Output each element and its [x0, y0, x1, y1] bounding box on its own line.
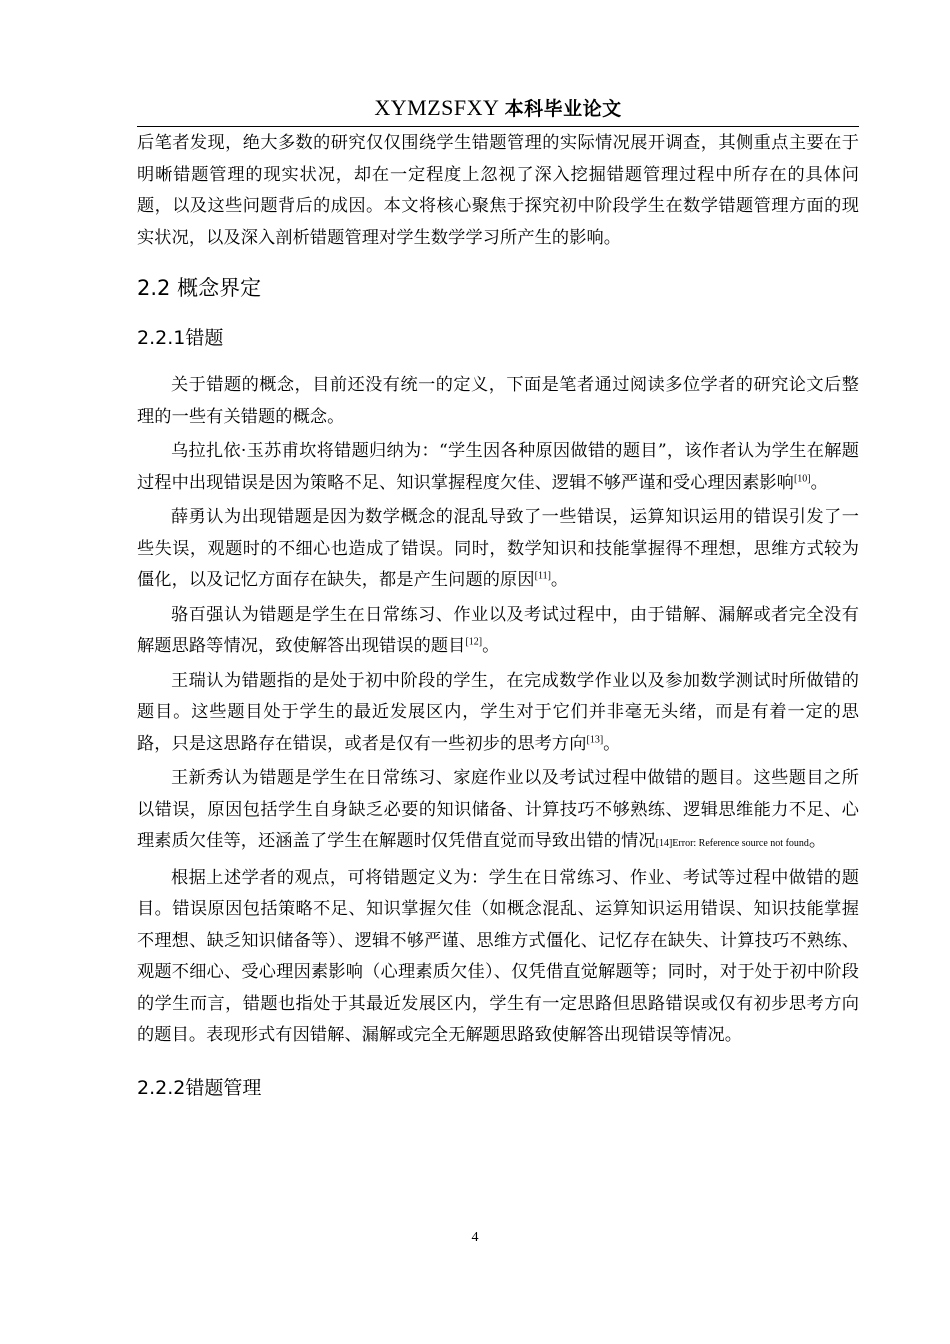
paragraph-7: 根据上述学者的观点，可将错题定义为：学生在日常练习、作业、考试等过程中做错的题目。错误原因包括策略不足、知识掌握欠佳（如概念混乱、运算知识运用错误、知识技能掌握不理想、缺乏知识储备等）、逻辑不够严谨、思维方式僵化、记忆存在缺失、计算技巧不熟练、观题不细心、受心理因素影响（心理素质欠佳）、仅凭借直觉解题等；同时，对于处于初中阶段的学生而言，错题也指处于其最近发展区内，学生有一定思路但思路错误或仅有初步思考方向的题目。表现形式有因错解、漏解或完全无解题思路致使解答出现错误等情况。 [137, 867, 859, 1045]
citation-14-error: [14]Error: Reference source not found [655, 838, 809, 849]
citation-12: [12] [465, 636, 483, 648]
page-number: 4 [471, 1230, 479, 1245]
running-header [137, 92, 859, 125]
paragraph-6-text: 王新秀认为错题是学生在日常练习、家庭作业以及考试过程中做错的题目。这些题目之所以错误，原因包括学生自身缺乏必要的知识储备、计算技巧不够熟练、逻辑思维能力不足、心理素质欠佳等，还涵盖了学生在解题时仅凭借直觉而导致出错的情况 [137, 768, 859, 851]
paragraph-1: 关于错题的概念，目前还没有统一的定义，下面是笔者通过阅读多位学者的研究论文后整理的一些有关错题的概念。 [137, 375, 859, 427]
paragraph-4 [137, 600, 859, 663]
paragraph-4-end: 。 [482, 636, 500, 656]
subsection-heading-error-management: 2.2.2错题管理 [137, 1076, 262, 1099]
paragraph-2-end: 。 [810, 472, 828, 493]
paragraph-3 [137, 502, 859, 597]
paragraph-5-text: 王瑞认为错题指的是处于初中阶段的学生，在完成数学作业以及参加数学测试时所做错的题目。这些题目处于学生的最近发展区内，学生对于它们并非毫无头绪，而是有着一定的思路，只是这思路存在错误，或者是仅有一些初步的思考方向 [137, 670, 859, 754]
paragraph-6-end: 。 [808, 831, 827, 851]
paragraph-3-text: 薛勇认为出现错题是因为数学概念的混乱导致了一些错误，运算知识运用的错误引发了一些失误，观题时的不细心也造成了错误。同时，数学知识和技能掌握得不理想，思维方式较为僵化，以及记忆方面存在缺失，都是产生问题的原因 [137, 507, 859, 590]
citation-11: [11] [534, 570, 551, 582]
header-rule [137, 126, 859, 127]
paragraph-2 [137, 436, 859, 499]
paragraph-3-end: 。 [550, 570, 569, 590]
page-body [137, 128, 859, 1108]
header-latin: XYMZSFXY [374, 95, 499, 120]
paragraph-6 [137, 763, 859, 860]
section-number: 2.2 [137, 276, 171, 300]
paragraph-5-end: 。 [603, 733, 621, 754]
citation-10: [10] [793, 472, 811, 484]
paragraph-5 [137, 666, 859, 761]
header-chinese: 本科毕业论文 [504, 98, 622, 120]
paragraph-2-text: 乌拉扎依·玉苏甫坎将错题归纳为：“学生因各种原因做错的题目”，该作者认为学生在解题过程中出现错误是因为策略不足、知识掌握程度欠佳、逻辑不够严谨和受心理因素影响 [137, 441, 859, 493]
section-heading [137, 268, 859, 308]
paragraph-4-text: 骆百强认为错题是学生在日常练习、作业以及考试过程中，由于错解、漏解或者完全没有解题思路等情况，致使解答出现错误的题目 [137, 604, 859, 656]
intro-paragraph: 后笔者发现，绝大多数的研究仅仅围绕学生错题管理的实际情况展开调查，其侧重点主要在于明晰错题管理的现实状况，却在一定程度上忽视了深入挖掘错题管理过程中所存在的具体问题，以及这些问题背后的成因。本文将核心聚焦于探究初中阶段学生在数学错题管理方面的现实状况，以及深入剖析错题管理对学生数学学习所产生的影响。 [137, 133, 859, 248]
subsection-heading-error-questions: 2.2.1错题 [137, 327, 224, 349]
section-title: 概念界定 [177, 276, 262, 300]
citation-13: [13] [586, 733, 604, 745]
